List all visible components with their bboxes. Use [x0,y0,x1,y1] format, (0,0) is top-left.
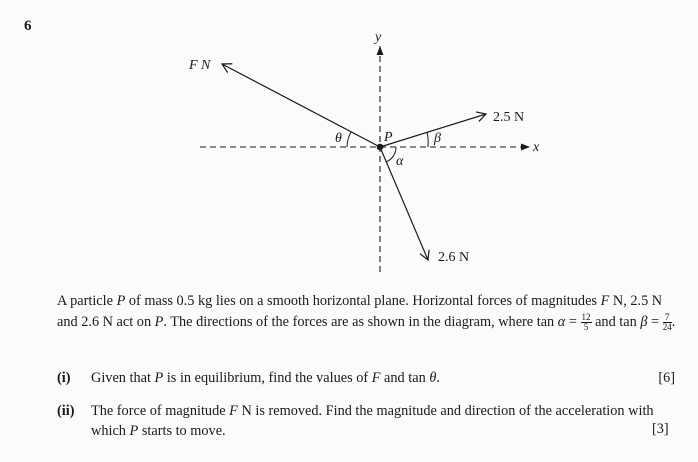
var-alpha: α [557,314,566,330]
angle-theta-arc [347,132,351,147]
var-theta: θ [429,370,437,386]
denominator: 5 [583,322,589,333]
text: = [647,314,663,330]
beta-label: β [434,131,441,146]
var-p: P [154,370,164,386]
x-axis-label: x [533,140,540,155]
tan-beta-fraction [663,313,672,332]
y-axis-label: y [375,30,382,45]
text: is in equilibrium, find the values of [163,370,372,386]
text: and tan [591,314,641,330]
text: . The directions of the forces are as shown in the diagram, where tan [163,314,558,330]
part-label: (i) [57,370,71,386]
var-beta: β [640,314,648,330]
force-2-6-label: 2.6 N [438,250,470,265]
text: The force of magnitude [91,403,230,419]
denominator: 24 [662,322,672,333]
var-p: P [116,293,126,309]
var-p: P [129,423,139,439]
text: Given that [91,370,155,386]
tan-alpha-fraction [581,313,592,332]
text: . [436,370,440,386]
text: N, 2.5 N and 2.6 N act on [57,293,663,330]
text: A particle [57,293,117,309]
marks: [3] [652,421,669,437]
force-2-5-arrow [380,114,486,147]
angle-alpha-arc [386,147,396,162]
question-intro [57,291,679,333]
text: = [565,314,581,330]
numerator: 7 [663,313,672,323]
var-f: F [600,293,610,309]
question-number: 6 [24,18,32,34]
text: N is removed. Find the magnitude and direction of the acceleration with which [91,403,654,439]
force-f-label: F N [189,58,211,73]
force-f-arrow [222,64,380,147]
text: . [671,314,676,330]
theta-label: θ [335,131,342,146]
numerator: 12 [581,312,591,323]
marks: [6] [658,370,675,386]
part-ii [57,401,675,441]
point-p-label: P [384,130,393,145]
text: and tan [380,370,430,386]
alpha-label: α [396,154,404,169]
angle-beta-arc [427,132,428,147]
text: starts to move. [138,423,226,439]
part-i [57,368,675,388]
var-p: P [154,314,164,330]
text: of mass 0.5 kg lies on a smooth horizontal plane. Horizontal forces of magnitudes [125,293,601,309]
var-f: F [229,403,238,419]
force-2-6-arrow [380,147,428,260]
force-2-5-label: 2.5 N [493,110,525,125]
part-label: (ii) [57,403,75,419]
particle-p [377,144,384,151]
var-f: F [371,370,381,386]
